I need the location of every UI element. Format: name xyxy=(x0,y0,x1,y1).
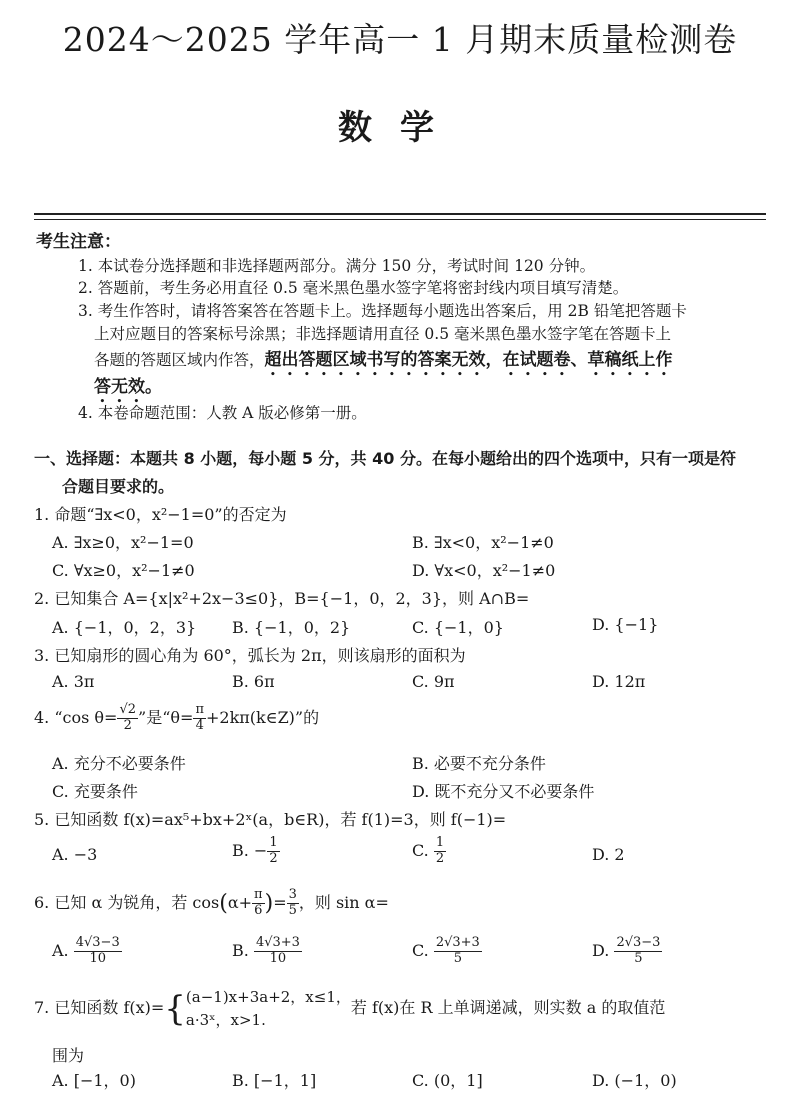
question-2-option-b: B. {−1，0，2} xyxy=(232,618,351,637)
q7-brace: { xyxy=(164,988,186,1029)
notice-heading: 考生注意： xyxy=(36,232,121,252)
question-5-option-d: D. 2 xyxy=(592,845,625,864)
q4-fraction-2 xyxy=(193,703,206,734)
question-3-option-c: C. 9π xyxy=(412,672,455,691)
notice-item-4: 4. 本卷命题范围：人教 A 版必修第一册。 xyxy=(78,404,367,422)
q7-case-2: a·3ˣ，x>1. xyxy=(185,1010,266,1029)
q6-frac2-den: 5 xyxy=(288,902,297,918)
question-7-option-d: D. (−1，0) xyxy=(592,1071,677,1090)
q6-a-den: 10 xyxy=(89,950,106,966)
section-heading-line2: 合题目要求的。 xyxy=(62,477,175,496)
q4-stem-a: 4. “cos θ= xyxy=(34,707,118,727)
q6-c-label: C. xyxy=(412,940,434,960)
question-1-stem: 1. 命题“∃x<0，x²−1=0”的否定为 xyxy=(34,505,287,524)
notice-item-3-line2: 上对应题目的答案标号涂黑；非选择题请用直径 0.5 毫米黑色墨水签字笔在答题卡上 xyxy=(94,325,672,343)
question-2-stem: 2. 已知集合 A={x|x²+2x−3≤0}，B={−1，0，2，3}，则 A∩B= xyxy=(34,589,530,608)
q6-paren-close: ) xyxy=(264,890,274,916)
q7-stem-b: 若 f(x)在 R 上单调递减，则实数 a 的取值范 xyxy=(350,998,666,1017)
notice-emphasis: 超出答题区域书写的答案无效，在试题卷、草稿纸上作 xyxy=(264,350,673,370)
divider-thin xyxy=(34,219,766,220)
question-7-option-c: C. (0，1] xyxy=(412,1071,483,1090)
q6-d-num: 2√3−3 xyxy=(616,935,661,950)
question-5-option-b xyxy=(232,836,280,867)
question-7-option-a: A. [−1，0) xyxy=(52,1071,136,1090)
q6-stem-b: α+ xyxy=(227,892,253,912)
q6-b-den: 10 xyxy=(269,950,287,966)
q6-frac1-num: π xyxy=(254,887,263,902)
q5-c-fraction xyxy=(434,836,446,867)
q6-d-frac xyxy=(614,936,662,967)
question-7-option-b: B. [−1，1] xyxy=(232,1071,317,1090)
q4-stem-c: +2kπ(k∈Z)”的 xyxy=(205,707,320,727)
exam-title: 2024～2025 学年高一 1 月期末质量检测卷 xyxy=(62,20,738,59)
q6-paren-open: ( xyxy=(219,890,228,916)
q5-c-label: C. xyxy=(412,840,434,860)
notice-item-3-line3-text: 各题的答题区域内作答， xyxy=(94,351,265,369)
question-6-option-c xyxy=(412,936,482,967)
q6-frac-2 xyxy=(287,888,299,919)
question-6-stem xyxy=(34,888,389,919)
notice-item-3-line3 xyxy=(94,345,673,380)
notice-emphasis-end: 答无效。 xyxy=(94,377,162,397)
q5-b-den: 2 xyxy=(269,850,278,866)
question-3-stem: 3. 已知扇形的圆心角为 60°，弧长为 2π，则该扇形的面积为 xyxy=(34,646,466,665)
q6-stem-c: = xyxy=(273,892,287,912)
q6-c-den: 5 xyxy=(453,950,462,966)
question-4-stem xyxy=(34,703,319,734)
question-5-option-c xyxy=(412,836,446,867)
q6-a-label: A. xyxy=(52,940,74,960)
question-4-option-d: D. 既不充分又不必要条件 xyxy=(412,782,595,801)
question-7-stem xyxy=(34,986,665,1031)
question-4-option-c: C. 充要条件 xyxy=(52,782,138,801)
q4-frac1-den: 2 xyxy=(123,717,132,733)
notice-item-1: 1. 本试卷分选择题和非选择题两部分。满分 150 分，考试时间 120 分钟。 xyxy=(78,257,596,275)
q6-c-num: 2√3+3 xyxy=(435,935,480,950)
q6-frac-1 xyxy=(252,888,265,919)
question-5-option-a: A. −3 xyxy=(52,845,98,864)
question-2-option-d: D. {−1} xyxy=(592,615,659,634)
q7-case-1: (a−1)x+3a+2，x≤1， xyxy=(185,988,351,1006)
q4-fraction-1 xyxy=(117,703,138,734)
q7-stem-a: 7. 已知函数 f(x)= xyxy=(34,998,165,1017)
q5-c-den: 2 xyxy=(435,850,445,866)
notice-item-2: 2. 答题前，考生务必用直径 0.5 毫米黑色墨水签字笔将密封线内项目填写清楚。 xyxy=(78,279,629,297)
q6-frac2-num: 3 xyxy=(288,887,297,902)
q6-c-frac xyxy=(434,936,482,967)
question-4-option-a: A. 充分不必要条件 xyxy=(52,754,186,773)
question-4-option-b: B. 必要不充分条件 xyxy=(412,754,546,773)
question-6-option-b xyxy=(232,936,302,967)
q5-c-num: 1 xyxy=(435,835,445,850)
q4-frac1-num: √2 xyxy=(119,702,137,717)
q6-b-label: B. xyxy=(232,940,254,960)
question-6-option-d xyxy=(592,936,662,967)
q7-cases xyxy=(186,986,351,1031)
question-6-option-a xyxy=(52,936,122,967)
divider-thick xyxy=(34,213,766,215)
question-7-stem-cont: 围为 xyxy=(52,1046,85,1065)
q4-frac2-den: 4 xyxy=(195,717,204,733)
q4-frac2-num: π xyxy=(195,702,204,717)
q6-d-den: 5 xyxy=(634,950,643,966)
q5-b-num: 1 xyxy=(269,835,278,850)
q6-stem-d: ，则 sin α= xyxy=(298,892,389,912)
question-1-option-b: B. ∃x<0，x²−1≠0 xyxy=(412,533,554,552)
q6-b-num: 4√3+3 xyxy=(255,935,300,950)
question-1-option-c: C. ∀x≥0，x²−1≠0 xyxy=(52,561,195,580)
question-2-option-c: C. {−1，0} xyxy=(412,618,504,637)
question-2-option-a: A. {−1，0，2，3} xyxy=(52,618,197,637)
question-3-option-a: A. 3π xyxy=(52,672,95,691)
q5-b-fraction xyxy=(267,836,279,867)
section-heading: 一、选择题：本题共 8 小题，每小题 5 分，共 40 分。在每小题给出的四个选项中，只有一项是符 xyxy=(34,449,736,468)
q6-b-frac xyxy=(254,936,302,967)
q6-frac1-den: 6 xyxy=(254,902,263,918)
q5-b-label: B. − xyxy=(232,840,268,860)
question-1-option-a: A. ∃x≥0，x²−1=0 xyxy=(52,533,194,552)
notice-item-3: 3. 考生作答时，请将答案答在答题卡上。选择题每小题选出答案后，用 2B 铅笔把答题卡 xyxy=(78,302,687,320)
subject-title: 数学 xyxy=(338,108,462,148)
question-5-stem: 5. 已知函数 f(x)=ax⁵+bx+2ˣ(a，b∈R)，若 f(1)=3，则 f(−1)= xyxy=(34,810,507,829)
question-1-option-d: D. ∀x<0，x²−1≠0 xyxy=(412,561,556,580)
q6-a-frac xyxy=(74,936,122,967)
q6-stem-a: 6. 已知 α 为锐角，若 cos xyxy=(34,892,220,912)
q4-stem-b: ”是“θ= xyxy=(138,707,194,727)
question-3-option-b: B. 6π xyxy=(232,672,275,691)
q6-d-label: D. xyxy=(592,940,615,960)
q6-a-num: 4√3−3 xyxy=(75,935,120,950)
question-3-option-d: D. 12π xyxy=(592,672,646,691)
